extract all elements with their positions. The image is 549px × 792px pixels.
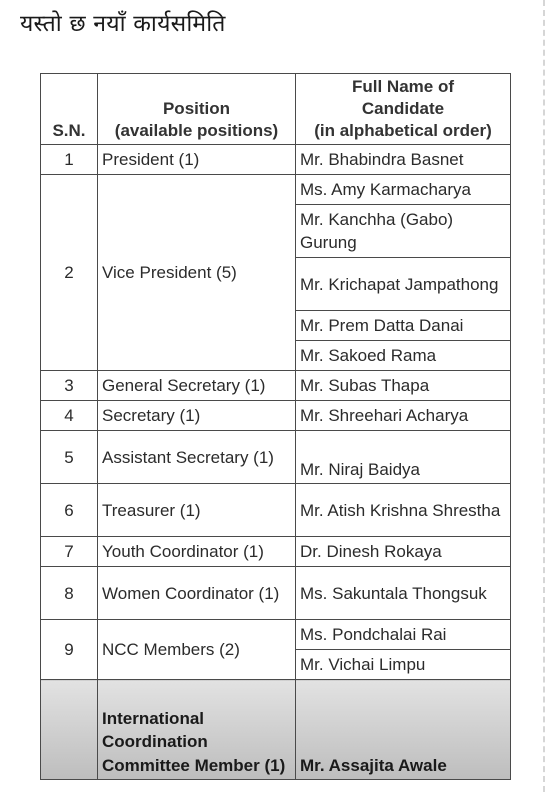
row-position: Treasurer (1) <box>98 484 296 537</box>
row-position: President (1) <box>98 145 296 175</box>
scrollbar-edge <box>543 0 545 792</box>
table-row <box>41 680 511 780</box>
row-position: Secretary (1) <box>98 401 296 431</box>
row-sn: 1 <box>41 145 98 175</box>
table-row <box>41 175 511 205</box>
row-candidate: Mr. Vichai Limpu <box>296 650 511 680</box>
row-candidate: Ms. Sakuntala Thongsuk <box>296 567 511 620</box>
table-row <box>41 484 511 537</box>
header-sn: S.N. <box>41 74 98 145</box>
row-sn: 9 <box>41 620 98 680</box>
table-row <box>41 620 511 650</box>
row-sn <box>41 680 98 780</box>
row-sn: 8 <box>41 567 98 620</box>
row-position: Vice President (5) <box>98 175 296 371</box>
table-row <box>41 567 511 620</box>
row-sn: 6 <box>41 484 98 537</box>
row-sn: 3 <box>41 371 98 401</box>
row-candidate: Mr. Bhabindra Basnet <box>296 145 511 175</box>
row-sn: 2 <box>41 175 98 371</box>
row-candidate: Ms. Pondchalai Rai <box>296 620 511 650</box>
row-position: Women Coordinator (1) <box>98 567 296 620</box>
header-position: Position (available positions) <box>98 74 296 145</box>
row-candidate: Mr. Kanchha (Gabo) Gurung <box>296 205 511 258</box>
table-row <box>41 537 511 567</box>
row-candidate: Mr. Sakoed Rama <box>296 341 511 371</box>
table-row <box>41 371 511 401</box>
row-position: Youth Coordinator (1) <box>98 537 296 567</box>
row-sn: 7 <box>41 537 98 567</box>
row-position: International Coordination Committee Member (1) <box>98 680 296 780</box>
row-candidate: Mr. Prem Datta Danai <box>296 311 511 341</box>
header-row <box>41 74 511 145</box>
executive-committee-table <box>40 73 511 780</box>
row-candidate: Mr. Assajita Awale <box>296 680 511 780</box>
row-position: NCC Members (2) <box>98 620 296 680</box>
row-position: Assistant Secretary (1) <box>98 431 296 484</box>
row-candidate: Mr. Krichapat Jampathong <box>296 258 511 311</box>
header-candidate: Full Name of Candidate (in alphabetical order) <box>296 74 511 145</box>
table-row <box>41 401 511 431</box>
table-row <box>41 431 511 484</box>
row-position: General Secretary (1) <box>98 371 296 401</box>
table-row <box>41 145 511 175</box>
row-candidate: Mr. Atish Krishna Shrestha <box>296 484 511 537</box>
row-candidate: Mr. Subas Thapa <box>296 371 511 401</box>
row-sn: 4 <box>41 401 98 431</box>
row-sn: 5 <box>41 431 98 484</box>
row-candidate: Dr. Dinesh Rokaya <box>296 537 511 567</box>
page-heading: यस्तो छ नयाँ कार्यसमिति <box>20 11 226 37</box>
row-candidate: Mr. Niraj Baidya <box>296 431 511 484</box>
row-candidate: Ms. Amy Karmacharya <box>296 175 511 205</box>
row-candidate: Mr. Shreehari Acharya <box>296 401 511 431</box>
